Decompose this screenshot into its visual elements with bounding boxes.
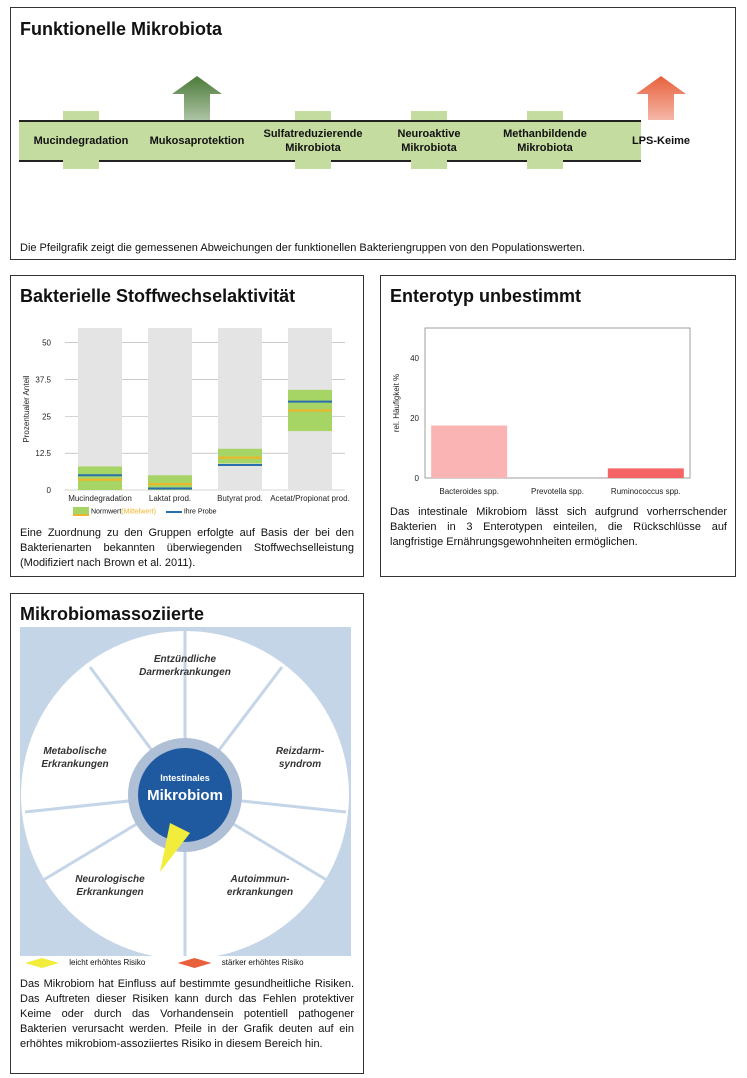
- y-axis-label: rel. Häufigkeit %: [392, 373, 401, 433]
- category-label: Acetat/Propionat prod.: [270, 494, 350, 503]
- risk-wheel: [20, 627, 351, 956]
- functional-microbiota-panel: [10, 7, 736, 260]
- legend-norm-label: Normwert: [90, 508, 122, 516]
- arrow-up-red-icon: [636, 76, 686, 120]
- y-tick-label: 25: [42, 412, 51, 422]
- panel-title: Mikrobiomassoziierte: [20, 604, 205, 624]
- group-label: Mucindegradation: [33, 135, 129, 147]
- legend-strong-label: stärker erhöhtes Risiko: [221, 958, 304, 968]
- group-normal-marker-top: [527, 111, 563, 120]
- y-axis-label: Prozentualer Anteil: [22, 375, 31, 443]
- enterotype-panel: [380, 275, 736, 577]
- group-normal-marker-bottom: [295, 160, 331, 169]
- legend-light-label: leicht erhöhtes Risiko: [69, 958, 146, 968]
- risk-segment-label: Autoimmun- erkrankungen: [226, 874, 294, 898]
- category-label: Butyrat prod.: [217, 494, 263, 503]
- metabolism-panel: [10, 275, 364, 577]
- enterotype-bar: [431, 426, 507, 479]
- category-label: Bacteroides spp.: [439, 487, 499, 496]
- group-label: Methanbildende Mikrobiota: [503, 128, 587, 154]
- y-tick-label: 20: [410, 414, 419, 423]
- category-background: [148, 328, 192, 490]
- category-label: Mucindegradation: [68, 494, 132, 503]
- group-label: LPS-Keime: [631, 135, 691, 147]
- y-tick-label: 0: [46, 486, 51, 495]
- legend-norm-swatch: [73, 507, 89, 516]
- group-normal-marker-top: [295, 111, 331, 120]
- y-tick-label: 37.5: [35, 375, 51, 385]
- legend-mean-label: (Mittelwert): [121, 508, 156, 516]
- category-label: Prevotella spp.: [531, 487, 584, 496]
- panel-title: Enterotyp unbestimmt: [390, 286, 582, 306]
- panel-title: Funktionelle Mikrobiota: [20, 19, 223, 39]
- health-risk-panel: [10, 593, 364, 1074]
- group-label: Sulfatreduzierende Mikrobiota: [263, 128, 363, 154]
- category-background: [78, 328, 122, 490]
- risk-segment-label: Entzündliche Darmerkrankungen: [139, 654, 231, 678]
- health-caption: Das Mikrobiom hat Einfluss auf bestimmte gesundheitliche Risiken. Das Auftreten dieser Risiken kann durch das Fehlen protektiver Keime oder durch das Vorhandensein potentiell pathogener Bakterien verursacht werden. Pfeile in der Grafik deuten auf ein erhöhtes mikrobiom-assoziiertes Risiko in diesem Bereich hin.: [20, 978, 354, 1050]
- legend-sample-label: Ihre Probe: [183, 508, 217, 516]
- group-label: Mukosaprotektion: [149, 135, 245, 147]
- norm-range-bar: [218, 449, 262, 464]
- legend-light-marker: [25, 958, 59, 968]
- y-tick-label: 0: [414, 474, 419, 483]
- wheel-center-small: Intestinales: [160, 773, 210, 783]
- group-normal-marker-bottom: [411, 160, 447, 169]
- group-normal-marker-top: [411, 111, 447, 120]
- legend-sample-swatch: [166, 511, 182, 513]
- arrow-up-green-icon: [172, 76, 222, 120]
- y-tick-label: 12.5: [35, 449, 51, 459]
- y-tick-label: 50: [42, 338, 51, 348]
- metabolism-caption: Eine Zuordnung zu den Gruppen erfolgte auf Basis der bei den Bakterienarten bekannten überwiegenden Stoffwechselleistung (Modifiziert nach Brown et al. 2011).: [20, 527, 354, 569]
- panel-title: Bakterielle Stoffwechselaktivität: [20, 286, 296, 306]
- enterotype-caption: Das intestinale Mikrobiom lässt sich aufgrund vorherrschender Bakterien in 3 Enterotypen einteilen, die Rückschlüsse auf langfristige Ernährungsgewohnheiten ermöglichen.: [390, 506, 727, 548]
- wheel-center-big: Mikrobiom: [147, 787, 223, 804]
- group-label: Neuroaktive Mikrobiota: [397, 128, 461, 154]
- group-normal-marker-top: [63, 111, 99, 120]
- risk-segment-label: Reizdarm- syndrom: [275, 746, 325, 770]
- group-normal-marker-bottom: [527, 160, 563, 169]
- y-tick-label: 40: [410, 354, 419, 363]
- category-label: Ruminococcus spp.: [610, 487, 681, 496]
- health-legend: [25, 958, 304, 968]
- norm-range-bar: [78, 466, 122, 490]
- group-normal-marker-bottom: [63, 160, 99, 169]
- enterotype-bar: [608, 468, 684, 478]
- functional-caption: Die Pfeilgrafik zeigt die gemessenen Abweichungen der funktionellen Bakteriengruppen von den Populationswerten.: [20, 242, 586, 254]
- risk-segment-label: Metabolische Erkrankungen: [41, 746, 109, 770]
- enterotype-chart: [385, 318, 725, 498]
- metabolism-legend: [73, 507, 217, 516]
- legend-strong-marker: [178, 958, 212, 968]
- category-label: Laktat prod.: [148, 494, 192, 503]
- risk-segment-label: Neurologische Erkrankungen: [75, 874, 145, 898]
